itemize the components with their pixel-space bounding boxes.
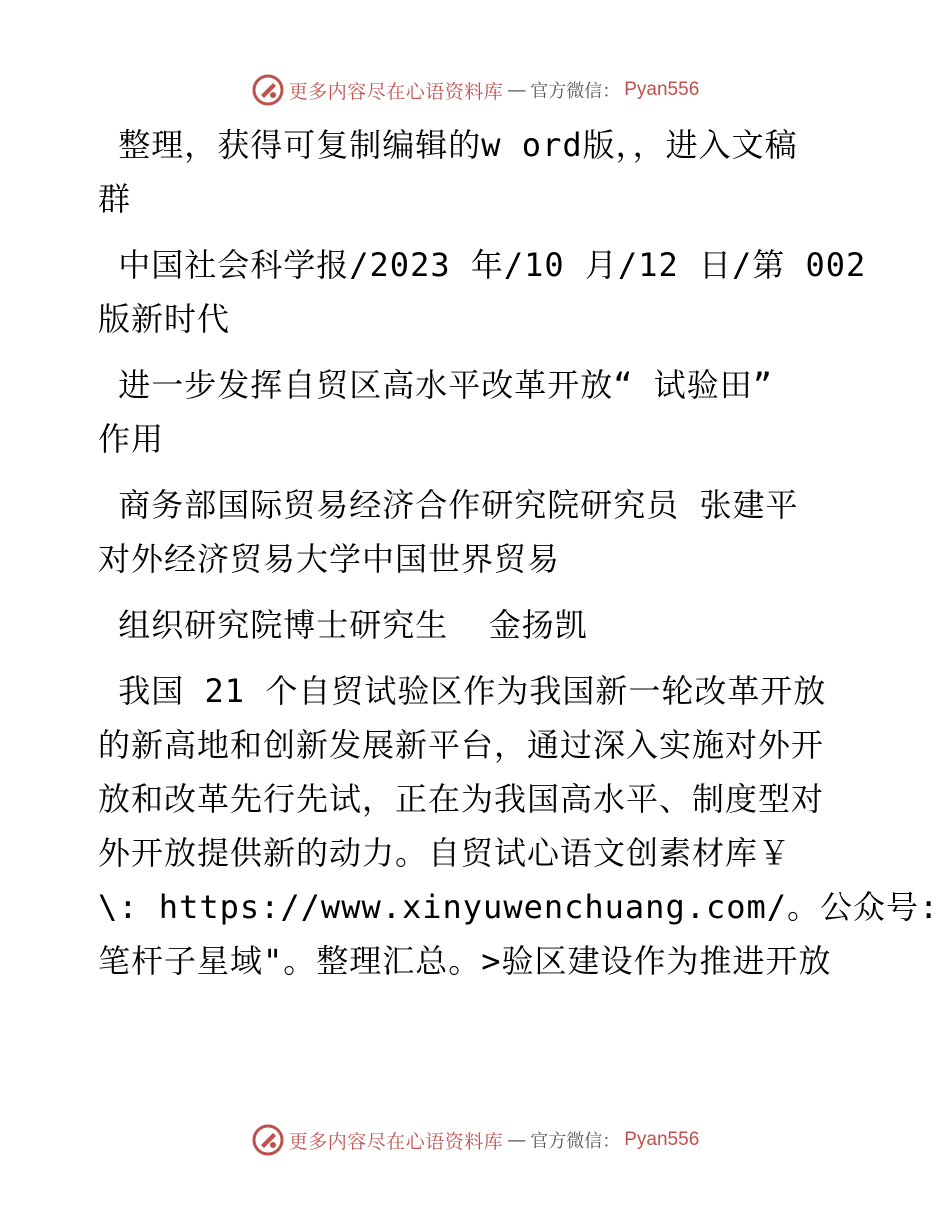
text-line: 对外经济贸易大学中国世界贸易 [98, 540, 561, 578]
text-line: 群 [98, 180, 132, 218]
text-line: 外开放提供新的动力。自贸试心语文创素材库￥ [98, 834, 792, 872]
text-line: 我国 21 个自贸试验区作为我国新一轮改革开放 [98, 672, 827, 710]
text-line: \: https://www.xinyuwenchuang.com/。公众号: [98, 888, 940, 926]
watermark-wechat-id: Pyan556 [624, 79, 700, 100]
text-line: 商务部国际贸易经济合作研究院研究员 张建平 [98, 486, 799, 524]
logo-icon [251, 1123, 285, 1157]
paragraph [98, 478, 858, 586]
text-line: 版新时代 [98, 300, 231, 338]
paragraph [98, 238, 867, 346]
watermark-wechat-label: 官方微信： [530, 1131, 621, 1152]
watermark-wechat-id: Pyan556 [624, 1129, 700, 1150]
watermark-text: 更多内容尽在心语资料库 [288, 1130, 504, 1153]
text-line: 的新高地和创新发展新平台，通过深入实施对外开 [98, 726, 825, 764]
watermark-text: 更多内容尽在心语资料库 [288, 80, 504, 103]
watermark-wechat-label: 官方微信： [530, 81, 621, 102]
paragraph [98, 664, 940, 988]
header-watermark [0, 70, 950, 110]
text-line: 进一步发挥自贸区高水平改革开放“ 试验田” [98, 366, 774, 404]
paragraph [98, 358, 858, 466]
text-line: 组织研究院博士研究生 金扬凯 [98, 606, 588, 644]
paragraph [98, 598, 858, 652]
text-line: 放和改革先行先试，正在为我国高水平、制度型对 [98, 780, 825, 818]
footer-watermark [0, 1120, 950, 1160]
document-body [98, 118, 940, 1000]
paragraph [98, 118, 858, 226]
text-line: 中国社会科学报/2023 年/10 月/12 日/第 002 [98, 246, 867, 284]
watermark-separator: — [507, 1129, 527, 1151]
text-line: 整理，获得可复制编辑的w ord版，，进入文稿 [98, 126, 798, 164]
watermark-separator: — [507, 79, 527, 101]
text-line: 笔杆子星域"。整理汇总。>验区建设作为推进开放 [98, 942, 832, 980]
text-line: 作用 [98, 420, 165, 458]
logo-icon [251, 73, 285, 107]
